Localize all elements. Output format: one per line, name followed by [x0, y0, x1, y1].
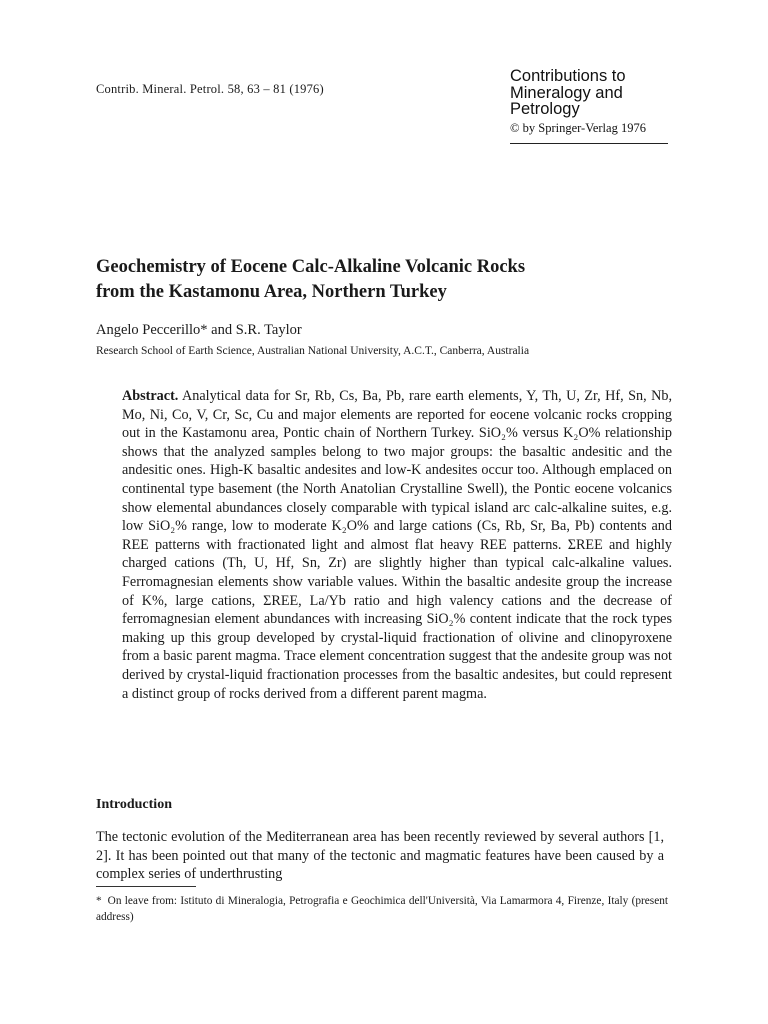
journal-name-line-2: Mineralogy and — [510, 83, 623, 102]
journal-citation: Contrib. Mineral. Petrol. 58, 63 – 81 (1976) — [96, 82, 324, 96]
author-affiliation: Research School of Earth Science, Australian National University, A.C.T., Canberra, Australia — [96, 345, 530, 357]
article-title-line-1: Geochemistry of Eocene Calc-Alkaline Volcanic Rocks — [96, 257, 526, 277]
abstract — [122, 387, 672, 703]
abstract-text: Analytical data for Sr, Rb, Cs, Ba, Pb, rare earth elements, Y, Th, U, Zr, Hf, Sn, Nb, Mo, Ni, Co, V, Cr, Sc, Cu and major elements are reported for eocene volcanic rocks cropping out in the Kastamonu area, Pontic chain of Northern Turkey. SiO₂% versus K₂O% relationship shows that the analyzed samples belong to two major groups: the basaltic andesitic and the andesitic ones. High-K basaltic andesites and low-K andesites occur too. Although emplaced on continental type basement (the North Anatolian Crystalline Swell), the Pontic eocene volcanics show elemental abundances closely comparable with typical island arc calc-alkaline suites, e.g. low SiO₂% range, low to moderate K₂O% and large cations (Cs, Rb, Sr, Ba, Pb) contents and REE patterns with fractionated light and almost flat heavy REE patterns. ΣREE and highly charged cations (Th, U, Hf, Sn, Zr) are slightly higher than typical calc-alkaline values. Ferromagnesian elements show variable values. Within the basaltic andesite group the increase of K%, large cations, ΣREE, La/Yb ratio and high valency cations and the decrease of ferromagnesian element abundances with increasing SiO₂% content indicate that the rock types making up this group developed by crystal-liquid fractionation of olivine and clinopyroxene from a basic parent magma. Trace element concentration suggest that the andesite group was not derived by crystal-liquid fractionation processes from the basaltic andesites, but could represent a distinct group of rocks derived from a different parent magma. — [122, 388, 672, 702]
article-title-line-2: from the Kastamonu Area, Northern Turkey — [96, 282, 447, 302]
introduction-heading: Introduction — [96, 797, 172, 812]
publisher-copyright: © by Springer-Verlag 1976 — [510, 120, 646, 135]
footnote — [96, 893, 668, 925]
footnote-text: On leave from: Istituto di Mineralogia, Petrografia e Geochimica dell'Università, Via Lamarmora 4, Firenze, Italy (present address) — [96, 895, 668, 923]
journal-masthead — [510, 68, 680, 136]
masthead-rule — [510, 143, 668, 144]
article-title — [96, 255, 696, 305]
journal-name-line-3: Petrology — [510, 100, 580, 118]
journal-name-line-1: Contributions to — [510, 67, 626, 85]
footnote-mark: * — [96, 895, 102, 907]
footnote-rule — [96, 886, 196, 887]
abstract-label: Abstract. — [122, 388, 179, 404]
article-authors: Angelo Peccerillo* and S.R. Taylor — [96, 322, 302, 338]
introduction-text: The tectonic evolution of the Mediterranean area has been recently reviewed by several authors [1, 2]. It has been pointed out that many of the tectonic and magmatic features have been caused by a complex series of underthrusting — [96, 829, 664, 882]
